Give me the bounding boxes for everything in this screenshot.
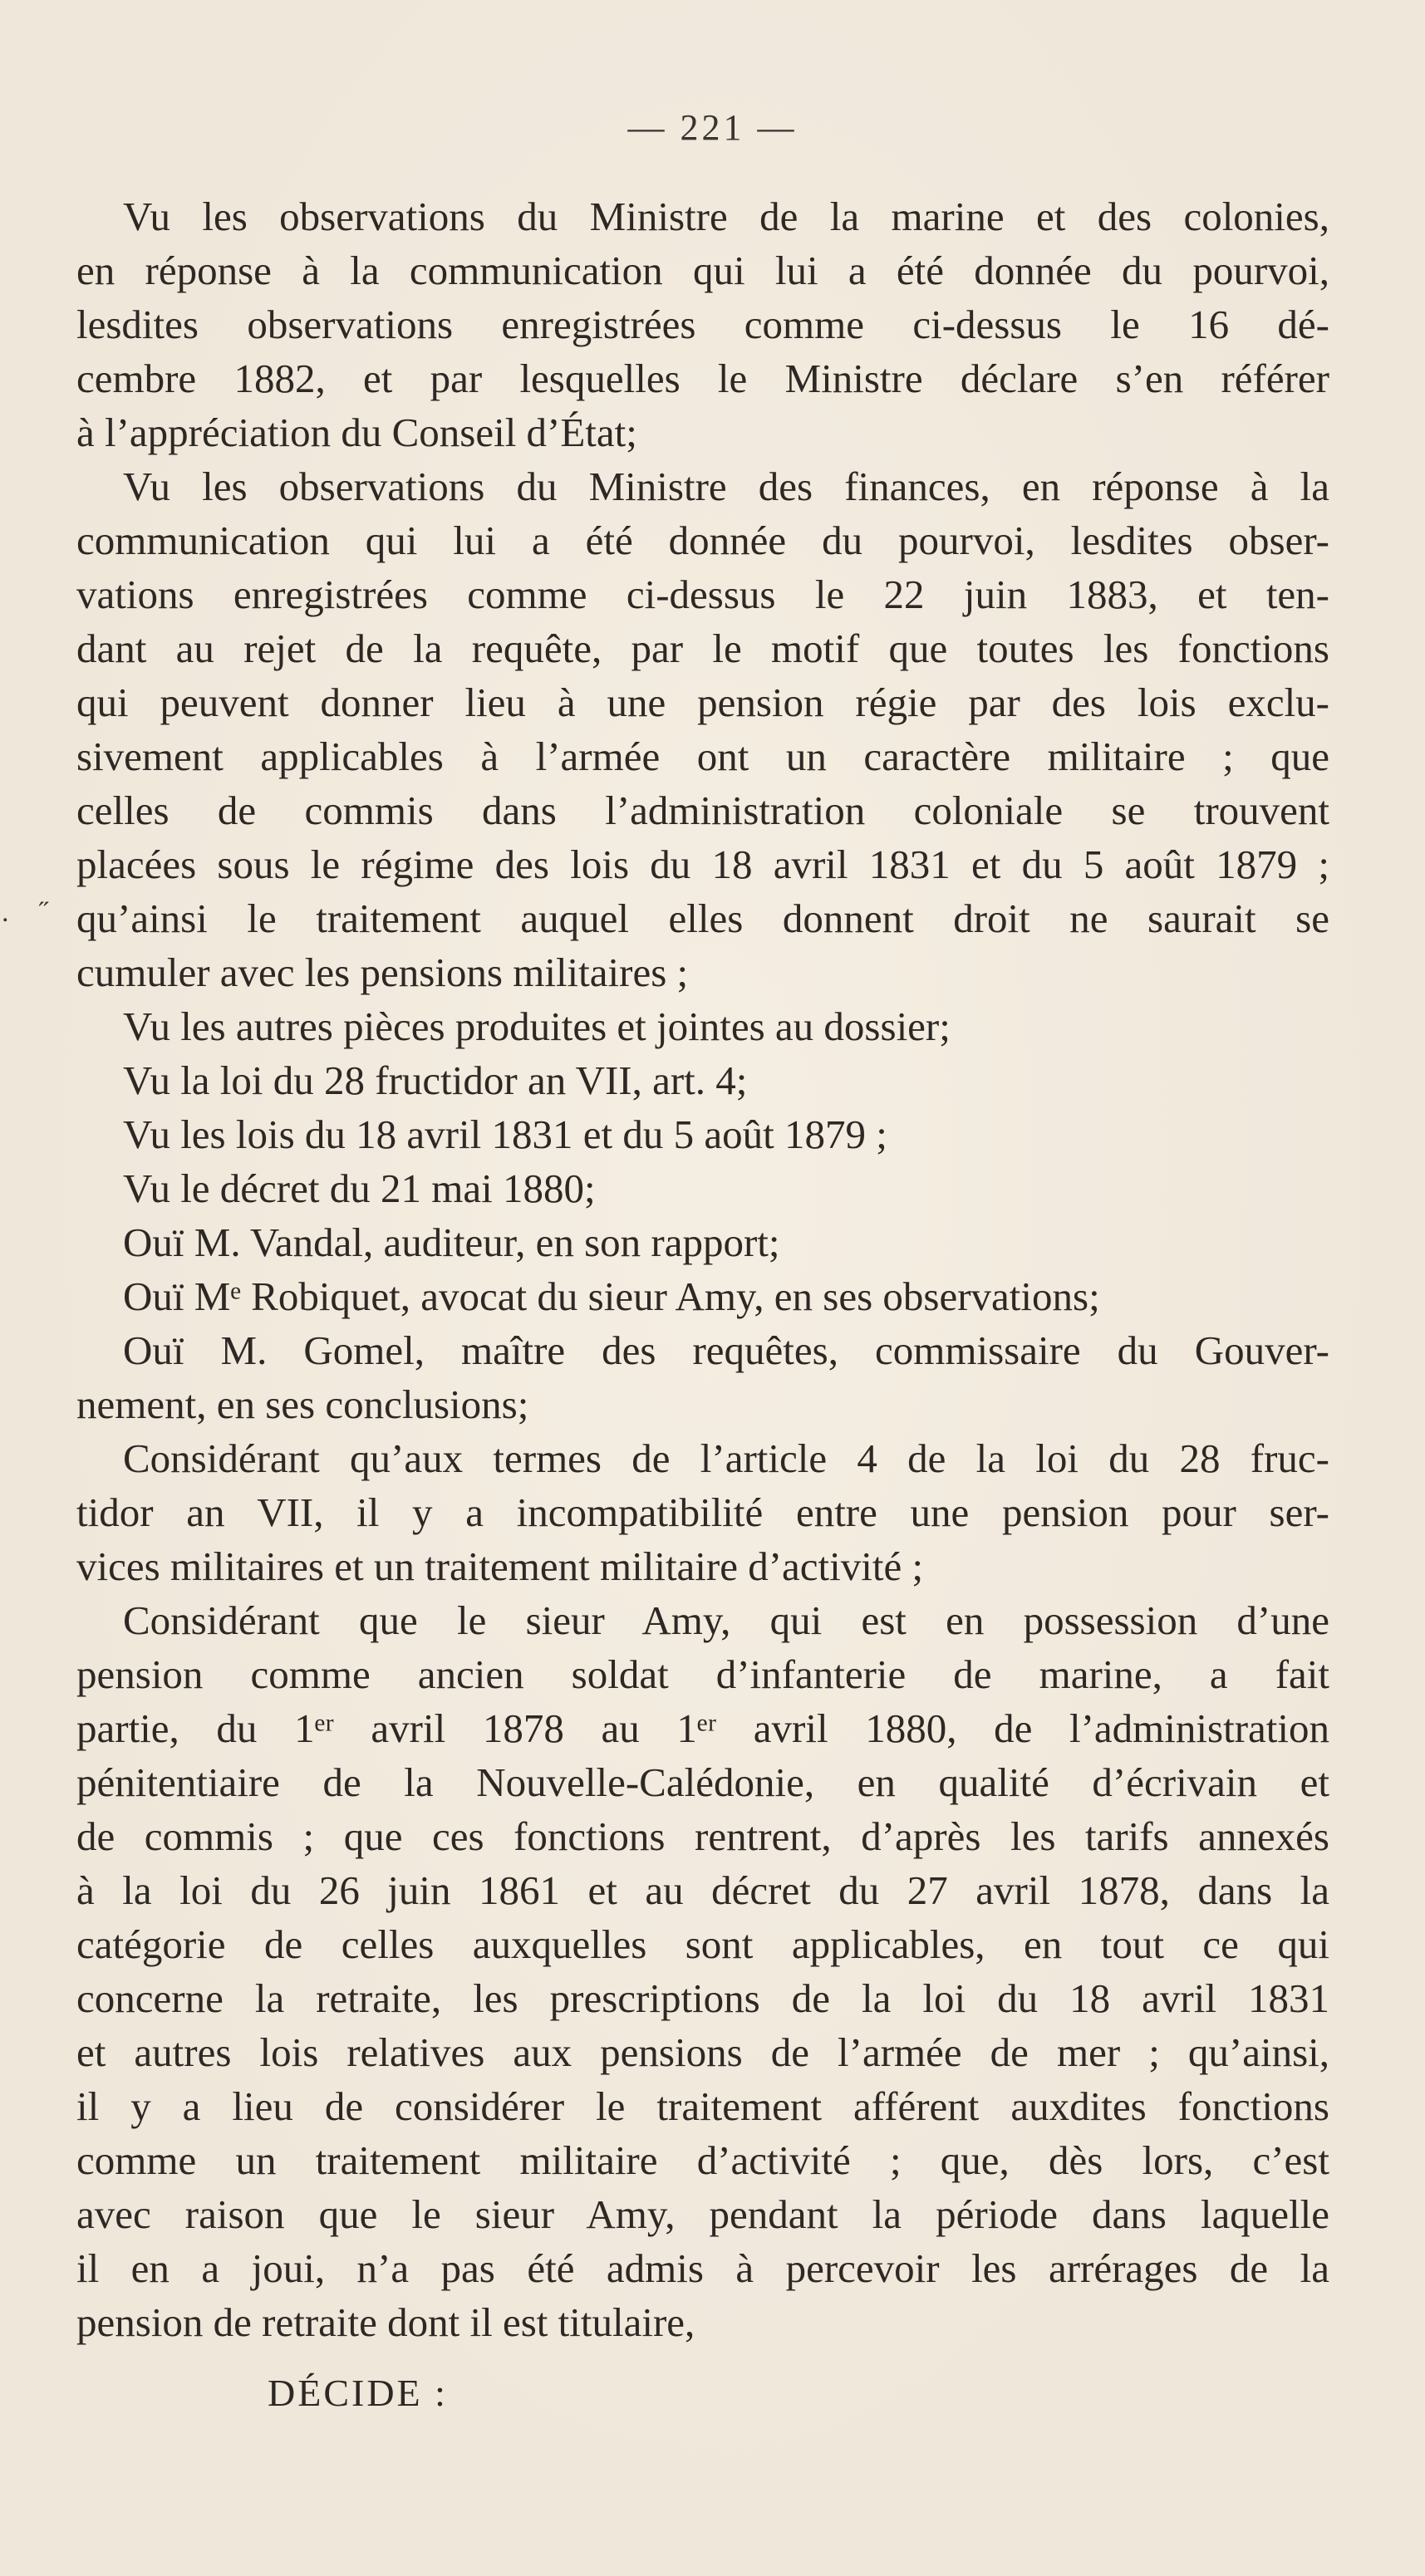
text-line: à l’appréciation du Conseil d’État; <box>76 410 637 455</box>
text-line: à la loi du 26 juin 1861 et au décret du 27 avril 1878, dans la <box>76 1867 1329 1913</box>
text-line: pension comme ancien soldat d’infanterie de marine, a fait <box>76 1651 1329 1697</box>
text-line: lesdites observations enregistrées comme ci-dessus le 16 dé- <box>76 302 1329 347</box>
text-line: qui peuvent donner lieu à une pension régie par des lois exclu- <box>76 680 1329 725</box>
text-line: Vu les observations du Ministre des finances, en réponse à la <box>123 464 1329 509</box>
text-line: placées sous le régime des lois du 18 avril 1831 et du 5 août 1879 ; <box>76 841 1329 887</box>
text-line: il y a lieu de considérer le traitement afférent auxdites fonctions <box>76 2083 1329 2129</box>
text-line: il en a joui, n’a pas été admis à percevoir les arrérages de la <box>76 2245 1329 2291</box>
text-line: Considérant que le sieur Amy, qui est en possession d’une <box>123 1597 1329 1643</box>
text-line: de commis ; que ces fonctions rentrent, d’après les tarifs annexés <box>76 1813 1329 1859</box>
spacer <box>76 2349 1329 2366</box>
text-body <box>76 189 1329 2420</box>
text-line: vations enregistrées comme ci-dessus le 22 juin 1883, et ten- <box>76 572 1329 617</box>
text-line: vices militaires et un traitement militaire d’activité ; <box>76 1543 924 1589</box>
text-line: Vu les lois du 18 avril 1831 et du 5 août 1879 ; <box>123 1111 887 1157</box>
text-line: Vu la loi du 28 fructidor an VII, art. 4; <box>123 1057 748 1103</box>
decision-heading: DÉCIDE : <box>268 2372 448 2414</box>
text-line: Considérant qu’aux termes de l’article 4 de la loi du 28 fruc- <box>123 1435 1329 1481</box>
text-line: cembre 1882, et par lesquelles le Ministre déclare s’en référer <box>76 356 1329 401</box>
text-line: partie, du 1ᵉʳ avril 1878 au 1ᵉʳ avril 1880, de l’administration <box>76 1705 1329 1751</box>
text-line: et autres lois relatives aux pensions de l’armée de mer ; qu’ainsi, <box>76 2029 1329 2075</box>
text-line: en réponse à la communication qui lui a été donnée du pourvoi, <box>76 248 1329 293</box>
text-line: tidor an VII, il y a incompatibilité entre une pension pour ser- <box>76 1489 1329 1535</box>
text-line: nement, en ses conclusions; <box>76 1381 529 1427</box>
text-line: concerne la retraite, les prescriptions de la loi du 18 avril 1831 <box>76 1975 1329 2021</box>
page-number: — 221 — <box>627 107 798 148</box>
text-line: catégorie de celles auxquelles sont applicables, en tout ce qui <box>76 1921 1329 1967</box>
text-line: celles de commis dans l’administration coloniale se trouvent <box>76 788 1329 833</box>
text-line: Vu les observations du Ministre de la marine et des colonies, <box>123 194 1329 239</box>
text-line: qu’ainsi le traitement auquel elles donnent droit ne saurait se <box>76 895 1329 941</box>
text-line: Ouï Mᵉ Robiquet, avocat du sieur Amy, en ses observations; <box>123 1273 1100 1319</box>
text-line: Ouï M. Gomel, maître des requêtes, commissaire du Gouver- <box>123 1327 1329 1373</box>
text-line: avec raison que le sieur Amy, pendant la période dans laquelle <box>76 2191 1329 2237</box>
text-line: communication qui lui a été donnée du pourvoi, lesdites obser- <box>76 518 1329 563</box>
text-line: cumuler avec les pensions militaires ; <box>76 949 689 995</box>
text-line: pénitentiaire de la Nouvelle-Calédonie, en qualité d’écrivain et <box>76 1759 1329 1805</box>
text-line: Ouï M. Vandal, auditeur, en son rapport; <box>123 1219 780 1265</box>
margin-mark: . ˝ <box>2 897 61 928</box>
text-line: Vu le décret du 21 mai 1880; <box>123 1165 596 1211</box>
text-line: sivement applicables à l’armée ont un caractère militaire ; que <box>76 734 1329 779</box>
text-line: Vu les autres pièces produites et jointes au dossier; <box>123 1003 951 1049</box>
text-line: dant au rejet de la requête, par le motif que toutes les fonctions <box>76 626 1329 671</box>
text-line: pension de retraite dont il est titulaire, <box>76 2299 695 2345</box>
text-line: comme un traitement militaire d’activité ; que, dès lors, c’est <box>76 2137 1329 2183</box>
